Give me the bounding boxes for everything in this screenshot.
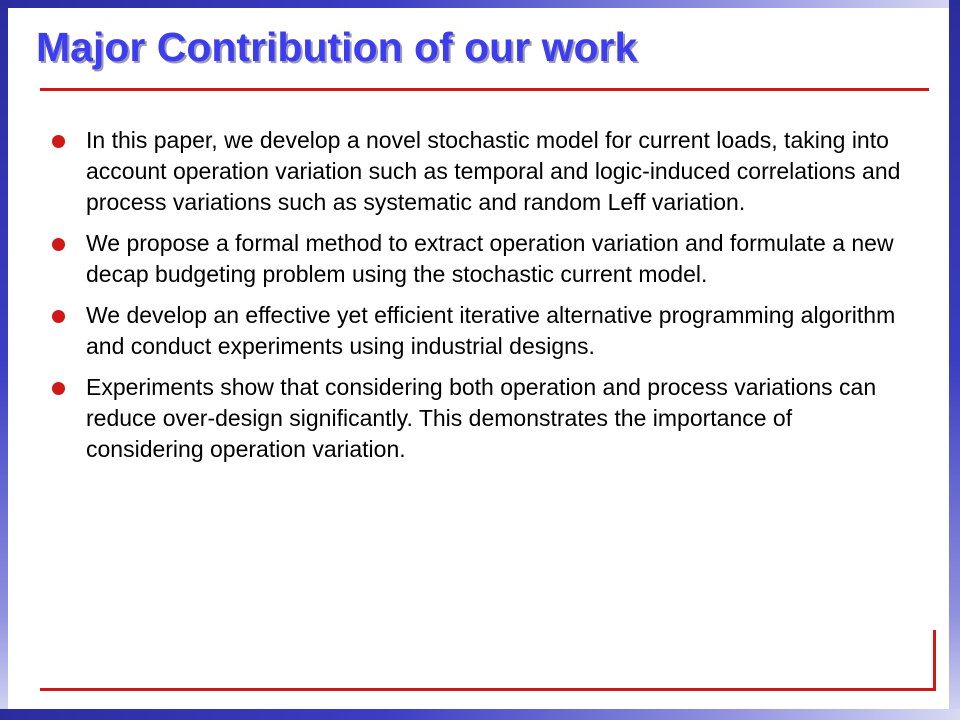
bullet-text: We propose a formal method to extract operation variation and formulate a new decap budgeting problem using the stochastic current model. bbox=[86, 230, 894, 287]
bullet-dot-icon bbox=[52, 382, 65, 395]
bullet-dot-icon bbox=[52, 135, 65, 148]
bullet-text: Experiments show that considering both operation and process variations can reduce over-design significantly. This demonstrates the importance of considering operation variation. bbox=[86, 374, 877, 462]
bullet-dot-icon bbox=[52, 310, 65, 323]
footer-divider-vertical bbox=[933, 630, 936, 691]
slide-frame-right bbox=[949, 0, 960, 720]
bullet-item bbox=[50, 228, 910, 290]
slide-frame-top bbox=[0, 0, 960, 8]
slide-title: Major Contribution of our work bbox=[36, 24, 638, 70]
footer-divider bbox=[40, 688, 936, 691]
slide-frame-bottom bbox=[0, 709, 960, 720]
bullet-item bbox=[50, 300, 910, 362]
bullet-text: In this paper, we develop a novel stochastic model for current loads, taking into account operation variation such as temporal and logic-induced correlations and process variations such as systematic and random Leff variation. bbox=[86, 127, 901, 215]
slide-frame-left bbox=[0, 0, 8, 720]
title-divider bbox=[40, 88, 929, 91]
bullet-list bbox=[50, 125, 910, 475]
bullet-text: We develop an effective yet efficient iterative alternative programming algorithm and conduct experiments using industrial designs. bbox=[86, 302, 896, 359]
bullet-item bbox=[50, 372, 910, 465]
bullet-dot-icon bbox=[52, 238, 65, 251]
bullet-item bbox=[50, 125, 910, 218]
